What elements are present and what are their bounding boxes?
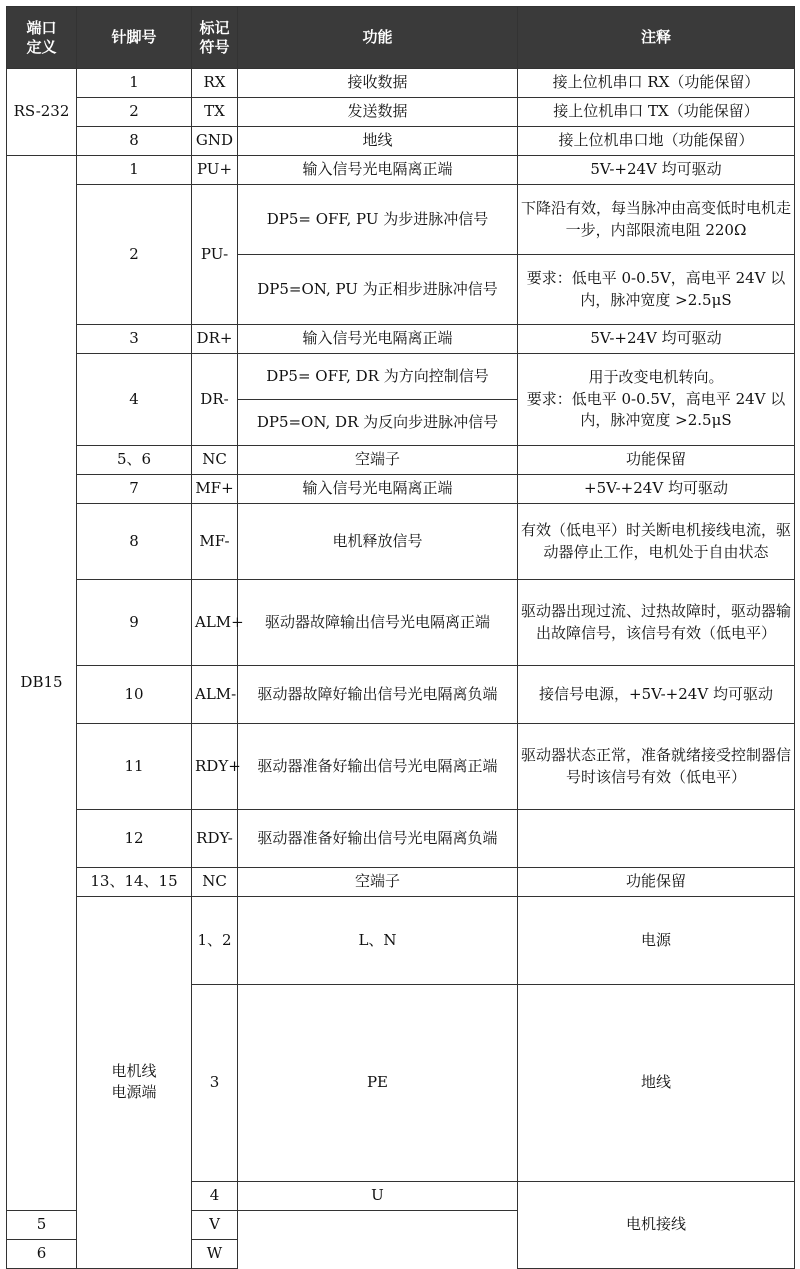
- function-cell: 空端子: [238, 868, 518, 897]
- header-pin: 针脚号: [77, 7, 192, 69]
- header-symbol-text: 标记 符号: [199, 18, 230, 56]
- function-cell: 发送数据: [238, 98, 518, 127]
- pin-cell: 5: [7, 1210, 77, 1239]
- function-cell: 空端子: [238, 446, 518, 475]
- table-row: [7, 325, 795, 354]
- symbol-cell: U: [238, 1181, 518, 1210]
- pin-cell: 6: [7, 1239, 77, 1268]
- note-cell: 功能保留: [518, 446, 795, 475]
- group-motor-text: 电机线 电源端: [111, 1061, 157, 1102]
- note-cell: 5V-+24V 均可驱动: [518, 325, 795, 354]
- pin-cell: 2: [77, 185, 192, 325]
- pin-cell: 9: [77, 580, 192, 666]
- function-cell: DP5= OFF, PU 为步进脉冲信号: [238, 185, 518, 255]
- pin-cell: 10: [77, 666, 192, 724]
- note-text: 用于改变电机转向。 要求：低电平 0-0.5V，高电平 24V 以内，脉冲宽度 >2.5μS: [526, 367, 786, 430]
- function-cell: 地线: [518, 985, 795, 1182]
- symbol-cell: ALM+: [192, 580, 238, 666]
- function-cell: 接收数据: [238, 69, 518, 98]
- table-row: [7, 897, 795, 985]
- table-row: [7, 868, 795, 897]
- pin-cell: 1: [77, 69, 192, 98]
- symbol-cell: PE: [238, 985, 518, 1182]
- function-cell: 电源: [518, 897, 795, 985]
- symbol-cell: DR+: [192, 325, 238, 354]
- function-cell: 电机释放信号: [238, 504, 518, 580]
- group-db15: DB15: [7, 156, 77, 1211]
- table-row: [7, 98, 795, 127]
- symbol-cell: GND: [192, 127, 238, 156]
- symbol-cell: MF+: [192, 475, 238, 504]
- header-port-text: 端口 定义: [26, 18, 57, 56]
- function-cell: 输入信号光电隔离正端: [238, 325, 518, 354]
- pin-cell: 1、2: [192, 897, 238, 985]
- pin-cell: 12: [77, 810, 192, 868]
- function-cell: 电机接线: [518, 1181, 795, 1268]
- symbol-cell: NC: [192, 868, 238, 897]
- header-note: 注释: [518, 7, 795, 69]
- function-cell: 地线: [238, 127, 518, 156]
- pin-cell: 3: [192, 985, 238, 1182]
- symbol-cell: TX: [192, 98, 238, 127]
- pin-cell: 1: [77, 156, 192, 185]
- function-cell: 驱动器故障输出信号光电隔离正端: [238, 580, 518, 666]
- pin-cell: 8: [77, 504, 192, 580]
- function-cell: DP5=ON, DR 为反向步进脉冲信号: [238, 400, 518, 446]
- table-row: [7, 354, 795, 400]
- pin-cell: 8: [77, 127, 192, 156]
- table-row: [7, 185, 795, 255]
- symbol-cell: DR-: [192, 354, 238, 446]
- note-cell: 5V-+24V 均可驱动: [518, 156, 795, 185]
- table-row: [7, 446, 795, 475]
- note-cell: 功能保留: [518, 868, 795, 897]
- table-row: [7, 810, 795, 868]
- note-cell: 接信号电源，+5V-+24V 均可驱动: [518, 666, 795, 724]
- function-cell: 驱动器故障好输出信号光电隔离负端: [238, 666, 518, 724]
- pin-cell: 3: [77, 325, 192, 354]
- note-cell: 下降沿有效，每当脉冲由高变低时电机走一步，内部限流电阻 220Ω: [518, 185, 795, 255]
- note-cell: 接上位机串口 TX（功能保留）: [518, 98, 795, 127]
- header-function: 功能: [238, 7, 518, 69]
- pin-definition-table: [6, 6, 795, 1269]
- note-cell: 有效（低电平）时关断电机接线电流，驱动器停止工作，电机处于自由状态: [518, 504, 795, 580]
- symbol-cell: MF-: [192, 504, 238, 580]
- table-row: [7, 156, 795, 185]
- note-cell: 接上位机串口地（功能保留）: [518, 127, 795, 156]
- pin-cell: 13、14、15: [77, 868, 192, 897]
- symbol-cell: RDY+: [192, 724, 238, 810]
- pin-cell: 4: [192, 1181, 238, 1210]
- note-cell: 要求：低电平 0-0.5V，高电平 24V 以内，脉冲宽度 >2.5μS: [518, 255, 795, 325]
- pin-cell: 11: [77, 724, 192, 810]
- table-row: [7, 69, 795, 98]
- table-row: [7, 475, 795, 504]
- pin-cell: 4: [77, 354, 192, 446]
- header-port: [7, 7, 77, 69]
- pin-cell: 7: [77, 475, 192, 504]
- note-cell: [518, 354, 795, 446]
- symbol-cell: RDY-: [192, 810, 238, 868]
- function-cell: DP5= OFF, DR 为方向控制信号: [238, 354, 518, 400]
- pin-cell: 5、6: [77, 446, 192, 475]
- table-row: [7, 666, 795, 724]
- header-symbol: [192, 7, 238, 69]
- function-cell: DP5=ON, PU 为正相步进脉冲信号: [238, 255, 518, 325]
- symbol-cell: W: [192, 1239, 238, 1268]
- symbol-cell: NC: [192, 446, 238, 475]
- note-cell: [518, 810, 795, 868]
- note-cell: 驱动器出现过流、过热故障时，驱动器输出故障信号，该信号有效（低电平）: [518, 580, 795, 666]
- table-row: [7, 504, 795, 580]
- symbol-cell: PU-: [192, 185, 238, 325]
- group-rs232: RS-232: [7, 69, 77, 156]
- symbol-cell: ALM-: [192, 666, 238, 724]
- function-cell: 驱动器准备好输出信号光电隔离负端: [238, 810, 518, 868]
- table-row: [7, 127, 795, 156]
- function-cell: 驱动器准备好输出信号光电隔离正端: [238, 724, 518, 810]
- symbol-cell: PU+: [192, 156, 238, 185]
- pin-cell: 2: [77, 98, 192, 127]
- symbol-cell: V: [192, 1210, 238, 1239]
- function-cell: 输入信号光电隔离正端: [238, 475, 518, 504]
- symbol-cell: RX: [192, 69, 238, 98]
- note-cell: 接上位机串口 RX（功能保留）: [518, 69, 795, 98]
- function-cell: 输入信号光电隔离正端: [238, 156, 518, 185]
- symbol-cell: L、N: [238, 897, 518, 985]
- note-cell: +5V-+24V 均可驱动: [518, 475, 795, 504]
- table-row: [7, 580, 795, 666]
- group-motor: [77, 897, 192, 1269]
- header-row: [7, 7, 795, 69]
- note-cell: 驱动器状态正常，准备就绪接受控制器信号时该信号有效（低电平）: [518, 724, 795, 810]
- table-row: [7, 724, 795, 810]
